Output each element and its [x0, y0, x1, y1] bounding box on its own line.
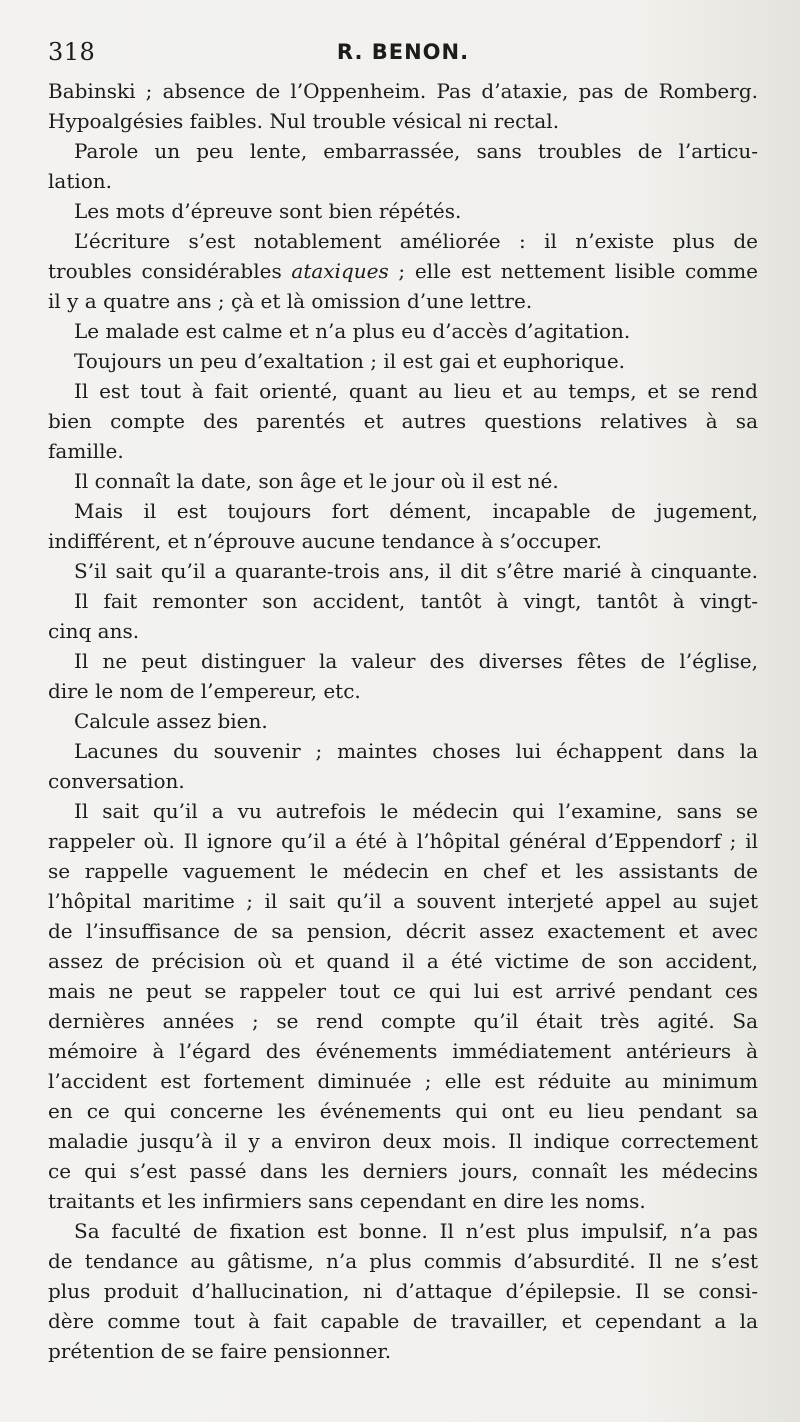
text-line: Il est tout à fait orienté, quant au lieu et au temps, et se rend: [74, 379, 758, 403]
text-line: en ce qui concerne les événements qui ont eu lieu pendant sa: [48, 1099, 758, 1123]
text-line: ce qui s’est passé dans les derniers jours, connaît les médecins: [48, 1159, 758, 1183]
text-line: dire le nom de l’empereur, etc.: [48, 679, 361, 703]
text-line: indifférent, et n’éprouve aucune tendance à s’occuper.: [48, 529, 602, 553]
text-line: il y a quatre ans ; çà et là omission d’une lettre.: [48, 289, 533, 313]
text-line: se rappelle vaguement le médecin en chef et les assistants de: [48, 859, 758, 883]
text-line: Babinski ; absence de l’Oppenheim. Pas d’ataxie, pas de Romberg.: [48, 79, 758, 103]
text-line: Lacunes du souvenir ; maintes choses lui échappent dans la: [74, 739, 758, 763]
text-line: Parole un peu lente, embarrassée, sans troubles de l’articu-: [74, 139, 758, 163]
text-line: Hypoalgésies faibles. Nul trouble vésical ni rectal.: [48, 109, 560, 133]
text-line: Le malade est calme et n’a plus eu d’accès d’agitation.: [74, 319, 631, 343]
text-line: dère comme tout à fait capable de travailler, et cependant a la: [48, 1309, 758, 1333]
text-segment: ; elle est nettement lisible comme: [388, 259, 758, 283]
text-line: [48, 256, 758, 286]
text-line: Il connaît la date, son âge et le jour où il est né.: [74, 469, 559, 493]
text-line: Mais il est toujours fort dément, incapable de jugement,: [74, 499, 758, 523]
text-line: traitants et les infirmiers sans cependant en dire les noms.: [48, 1189, 646, 1213]
text-line: dernières années ; se rend compte qu’il était très agité. Sa: [48, 1009, 758, 1033]
text-line: Il sait qu’il a vu autrefois le médecin qui l’examine, sans se: [74, 799, 758, 823]
text-line: l’accident est fortement diminuée ; elle est réduite au minimum: [48, 1069, 758, 1093]
text-line: prétention de se faire pensionner.: [48, 1339, 392, 1363]
text-line: Les mots d’épreuve sont bien répétés.: [74, 199, 462, 223]
text-line: lation.: [48, 169, 113, 193]
text-line: Il ne peut distinguer la valeur des diverses fêtes de l’église,: [74, 649, 758, 673]
body-text: [48, 76, 758, 1366]
text-line: cinq ans.: [48, 619, 140, 643]
text-line: Toujours un peu d’exaltation ; il est gai et euphorique.: [74, 349, 626, 373]
text-line: bien compte des parentés et autres questions relatives à sa: [48, 409, 758, 433]
text-line: assez de précision où et quand il a été victime de son accident,: [48, 949, 758, 973]
text-line: L’écriture s’est notablement améliorée : il n’existe plus de: [74, 229, 758, 253]
text-line: mémoire à l’égard des événements immédiatement antérieurs à: [48, 1039, 758, 1063]
text-segment: troubles considérables: [48, 259, 292, 283]
text-line: plus produit d’hallucination, ni d’attaque d’épilepsie. Il se consi-: [48, 1279, 758, 1303]
running-head: R. BENON.: [336, 40, 470, 64]
text-line: rappeler où. Il ignore qu’il a été à l’hôpital général d’Eppendorf ; il: [48, 829, 758, 853]
page-header: [48, 38, 758, 70]
page-number: 318: [48, 38, 96, 66]
text-line: de tendance au gâtisme, n’a plus commis d’absurdité. Il ne s’est: [48, 1249, 758, 1273]
text-line: Il fait remonter son accident, tantôt à vingt, tantôt à vingt-: [74, 589, 758, 613]
text-line: famille.: [48, 439, 124, 463]
text-line: Calcule assez bien.: [74, 709, 268, 733]
text-line: conversation.: [48, 769, 185, 793]
text-line: S’il sait qu’il a quarante-trois ans, il dit s’être marié à cinquante.: [74, 559, 758, 583]
text-line: de l’insuffisance de sa pension, décrit assez exactement et avec: [48, 919, 758, 943]
emphasis-text: ataxiques: [291, 259, 389, 283]
text-line: maladie jusqu’à il y a environ deux mois. Il indique correctement: [48, 1129, 758, 1153]
text-line: Sa faculté de fixation est bonne. Il n’est plus impulsif, n’a pas: [74, 1219, 758, 1243]
text-line: mais ne peut se rappeler tout ce qui lui est arrivé pendant ces: [48, 979, 758, 1003]
text-line: l’hôpital maritime ; il sait qu’il a souvent interjeté appel au sujet: [48, 889, 758, 913]
